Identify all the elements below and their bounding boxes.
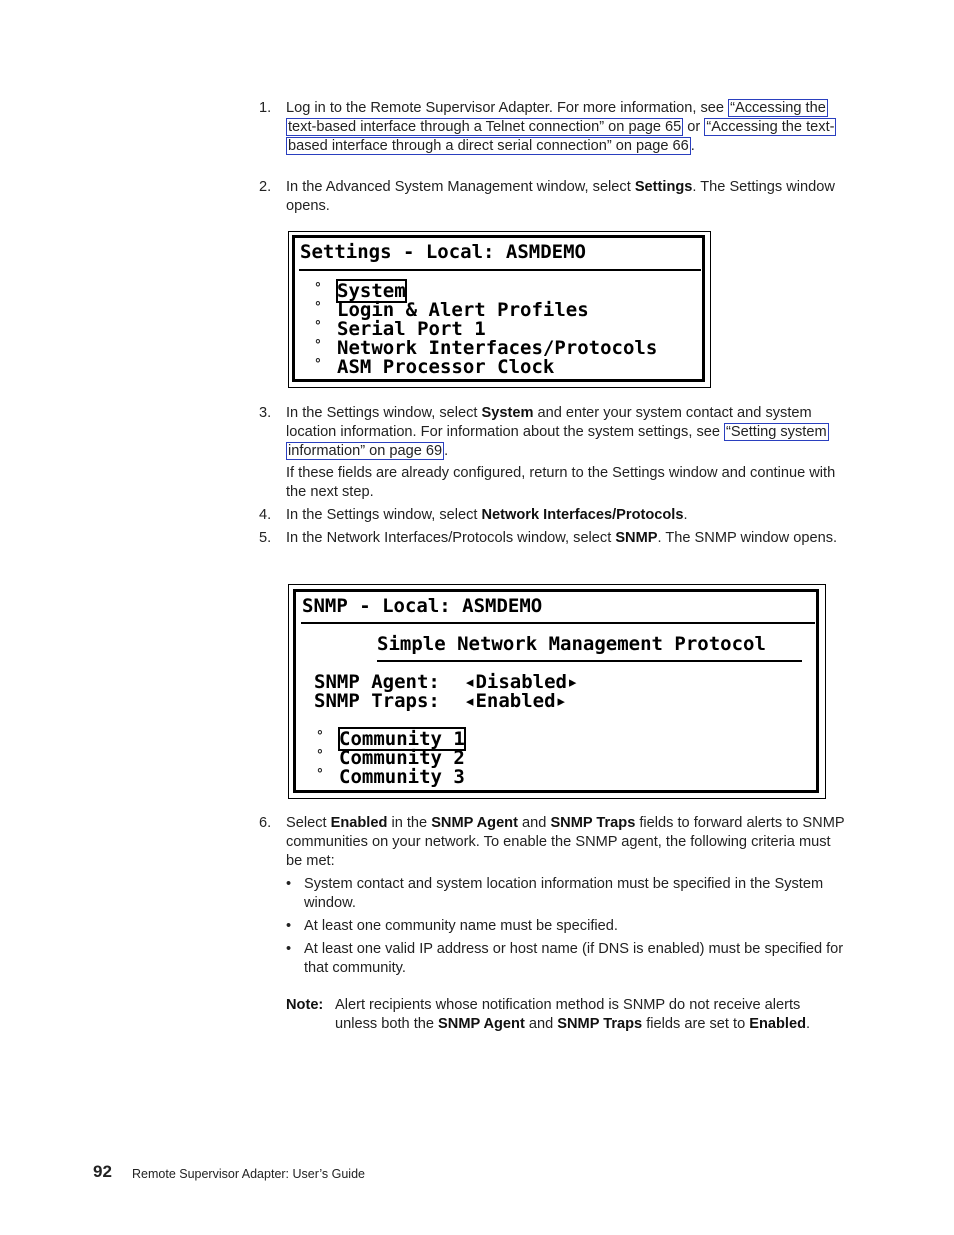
community-option-3[interactable]: Community 3 [339, 766, 465, 788]
step-number: 2. [259, 179, 272, 195]
screen-title: Settings - Local: ASMDEMO [300, 241, 586, 263]
option-bullet-icon: ° [314, 300, 322, 315]
step-text: In the Network Interfaces/Protocols window, select SNMP. The SNMP window opens. [286, 530, 838, 546]
option-bullet-icon: ° [314, 338, 322, 353]
settings-option-network-interfaces[interactable]: Network Interfaces/Protocols [337, 337, 658, 359]
left-arrow-icon[interactable]: ◂ [464, 690, 476, 712]
settings-option-serial-port[interactable]: Serial Port 1 [337, 318, 486, 340]
step-number: 5. [259, 530, 272, 546]
cross-reference-link[interactable]: “Accessing the text-based interface through a direct serial connection” on page 66 [288, 119, 835, 154]
list-item [286, 875, 846, 913]
list-item [286, 917, 846, 936]
option-bullet-icon: ° [314, 281, 322, 296]
emphasis-text: SNMP Traps [557, 1016, 643, 1032]
bullet-icon: • [286, 941, 292, 957]
note [286, 996, 846, 1034]
step-text: Log in to the Remote Supervisor Adapter. For more information, see “Accessing the text-based interface through a Telnet connection” on page 65 or “Accessing the text-based interface through a direct serial connection” on page 66 . [286, 100, 835, 154]
list-item [286, 940, 846, 978]
cross-reference-link[interactable]: “Accessing the text-based interface through a Telnet connection” on page 65 [288, 100, 826, 135]
footer-title: Remote Supervisor Adapter: User’s Guide [132, 1167, 365, 1181]
emphasis-text: SNMP [615, 530, 658, 546]
community-option-2[interactable]: Community 2 [339, 747, 465, 769]
emphasis-text: Network Interfaces/Protocols [481, 507, 684, 523]
option-label: Community 1 [339, 728, 465, 750]
step-5 [259, 529, 849, 548]
right-arrow-icon[interactable]: ▸ [566, 671, 579, 693]
bullet-icon: • [286, 876, 292, 892]
emphasis-text: SNMP Agent [431, 815, 518, 831]
settings-option-asm-clock[interactable]: ASM Processor Clock [337, 356, 555, 378]
step-number: 6. [259, 815, 272, 831]
page-number: 92 [93, 1162, 112, 1181]
emphasis-text: Enabled [749, 1016, 807, 1032]
step-text: In the Settings window, select Network Interfaces/Protocols. [286, 507, 688, 523]
note-label: Note: [286, 997, 324, 1013]
step-text: Select Enabled in the SNMP Agent and SNMP Traps fields to forward alerts to SNMP communities on your network. To enable the SNMP agent, the following criteria must be met: [286, 815, 845, 869]
emphasis-text: SNMP Traps [550, 815, 636, 831]
step-6 [259, 814, 849, 871]
snmp-traps-field[interactable] [464, 692, 567, 711]
step-number: 3. [259, 405, 272, 421]
snmp-agent-value: Disabled [475, 671, 567, 693]
bullet-text: At least one community name must be specified. [304, 918, 618, 934]
screen-title: SNMP - Local: ASMDEMO [302, 595, 543, 617]
left-arrow-icon[interactable]: ◂ [464, 671, 476, 693]
option-bullet-icon: ° [316, 729, 324, 744]
step-text: In the Settings window, select System and enter your system contact and system location information. For information about the system settings, see “Setting system information” on page 69 . [286, 405, 827, 459]
step-3 [259, 404, 849, 461]
snmp-agent-label: SNMP Agent: [314, 671, 440, 693]
emphasis-text: SNMP Agent [438, 1016, 525, 1032]
option-bullet-icon: ° [314, 357, 322, 372]
cross-reference-link[interactable]: “Setting system information” on page 69 [288, 424, 827, 459]
screen-subtitle: Simple Network Management Protocol [377, 633, 766, 655]
step-number: 1. [259, 100, 272, 116]
bullet-icon: • [286, 918, 292, 934]
emphasis-text: Enabled [330, 815, 388, 831]
step-3-followup: If these fields are already configured, return to the Settings window and continue with the next step. [286, 465, 836, 500]
step-text: In the Advanced System Management window, select Settings. The Settings window opens. [286, 179, 835, 214]
option-bullet-icon: ° [314, 319, 322, 334]
step-2 [259, 178, 849, 216]
right-arrow-icon[interactable]: ▸ [555, 690, 567, 712]
emphasis-text: System [481, 405, 534, 421]
bullet-text: At least one valid IP address or host name (if DNS is enabled) must be specified for that community. [304, 941, 844, 976]
note-text: Alert recipients whose notification method is SNMP do not receive alerts unless both the SNMP Agent and SNMP Traps fields are set to Enabled. [335, 997, 811, 1032]
step-number: 4. [259, 507, 272, 523]
snmp-traps-value: Enabled [475, 690, 556, 712]
snmp-screen [288, 584, 826, 799]
bullet-text: System contact and system location information must be specified in the System window. [304, 876, 824, 911]
step-1 [259, 99, 849, 156]
snmp-traps-label: SNMP Traps: [314, 690, 440, 712]
emphasis-text: Settings [634, 179, 693, 195]
step-4 [259, 506, 849, 525]
option-bullet-icon: ° [316, 748, 324, 763]
option-label: System [337, 280, 406, 302]
option-bullet-icon: ° [316, 767, 324, 782]
settings-option-login-alert-profiles[interactable]: Login & Alert Profiles [337, 299, 589, 321]
settings-screen [288, 231, 711, 388]
